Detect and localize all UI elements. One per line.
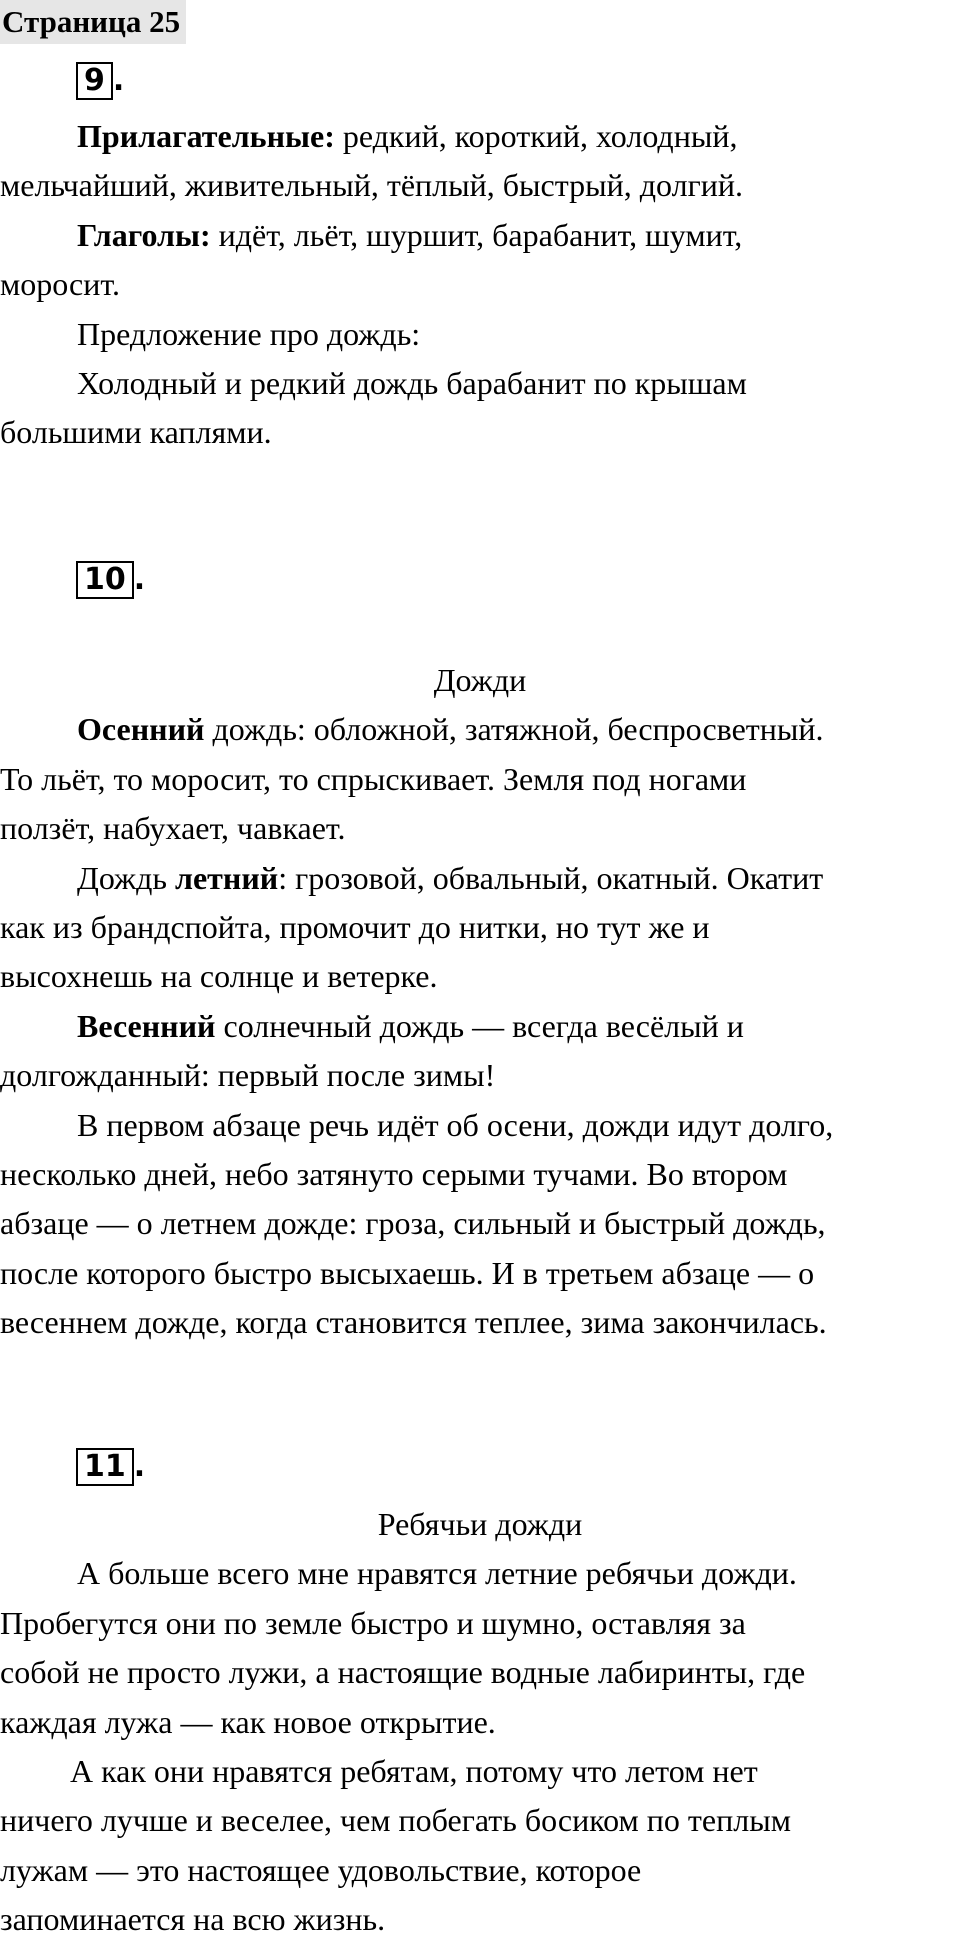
task-number-11: 11 . — [76, 1448, 145, 1486]
sentence-paragraph — [0, 359, 960, 458]
paragraph-text: несколько дней, небо затянуто серыми тучами. Во втором — [0, 1156, 788, 1193]
paragraph-text: дождь: обложной, затяжной, беспросветный. — [204, 711, 824, 748]
paragraph-text: абзаце — о летнем дожде: гроза, сильный и быстрый дождь, — [0, 1205, 826, 1242]
kids-rain-paragraph-2 — [0, 1747, 960, 1945]
paragraph-text: как из брандспойта, промочит до нитки, но тут же и — [0, 909, 710, 946]
analysis-paragraph — [0, 1101, 960, 1348]
sentence-line: Холодный и редкий дождь барабанит по крышам — [77, 365, 747, 402]
text-title: Дожди — [433, 662, 527, 698]
task-number-box: 10 — [76, 561, 134, 599]
task-number-box: 9 — [76, 62, 113, 100]
text-title: Ребячьи дожди — [377, 1506, 583, 1542]
paragraph-text: запоминается на всю жизнь. — [0, 1901, 386, 1938]
kids-rain-paragraph-1 — [0, 1549, 960, 1747]
summer-bold: летний — [175, 859, 279, 896]
paragraph-text: весеннем дожде, когда становится теплее, зима закончилась. — [0, 1304, 827, 1341]
autumn-paragraph — [0, 705, 960, 853]
paragraph-text: собой не просто лужи, а настоящие водные лабиринты, где — [0, 1654, 806, 1691]
task-number-10: 10 . — [76, 561, 145, 599]
task-10-answer — [0, 656, 960, 1348]
paragraph-text: : грозовой, обвальный, окатный. Окатит — [278, 859, 824, 896]
spring-paragraph — [0, 1002, 960, 1101]
verbs-text-cont: моросит. — [0, 266, 120, 303]
task-9-answer — [0, 112, 960, 458]
summer-paragraph — [0, 854, 960, 1002]
adjectives-text: редкий, короткий, холодный, — [334, 118, 738, 154]
paragraph-text: солнечный дождь — всегда весёлый и — [215, 1007, 744, 1044]
paragraph-text: долгожданный: первый после зимы! — [0, 1057, 496, 1094]
sentence-intro: Предложение про дождь: — [77, 315, 421, 352]
task-11-answer — [0, 1500, 960, 1945]
paragraph-text: высохнешь на солнце и ветерке. — [0, 958, 438, 995]
autumn-bold: Осенний — [77, 711, 205, 748]
paragraph-text: ничего лучше и веселее, чем побегать босиком по теплым — [0, 1802, 791, 1839]
adjectives-text-cont: мельчайший, живительный, тёплый, быстрый, долгий. — [0, 167, 743, 204]
sentence-line: большими каплями. — [0, 414, 272, 451]
paragraph-text: после которого быстро высыхаешь. И в третьем абзаце — о — [0, 1254, 815, 1291]
adjectives-label: Прилагательные: — [77, 118, 335, 154]
paragraph-text: Пробегутся они по земле быстро и шумно, оставляя за — [0, 1604, 746, 1641]
paragraph-text: ползёт, набухает, чавкает. — [0, 810, 346, 847]
paragraph-text: А больше всего мне нравятся летние ребячьи дожди. — [77, 1555, 797, 1592]
verbs-paragraph — [0, 211, 960, 310]
spring-bold: Весенний — [77, 1007, 216, 1044]
adjectives-paragraph — [0, 112, 960, 211]
paragraph-text: То льёт, то моросит, то спрыскивает. Земля под ногами — [0, 760, 747, 797]
paragraph-text: лужам — это настоящее удовольствие, которое — [0, 1851, 642, 1888]
paragraph-text: Дождь — [77, 859, 176, 896]
page-title: Страница 25 — [0, 0, 186, 44]
paragraph-text: А как они нравятся ребятам, потому что летом нет — [70, 1753, 758, 1790]
paragraph-text: каждая лужа — как новое открытие. — [0, 1703, 496, 1740]
verbs-text: идёт, льёт, шуршит, барабанит, шумит, — [210, 216, 743, 253]
paragraph-text: В первом абзаце речь идёт об осени, дожди идут долго, — [77, 1106, 834, 1143]
task-number-9: 9 . — [76, 62, 124, 100]
task-number-box: 11 — [76, 1448, 134, 1486]
verbs-label: Глаголы: — [77, 216, 211, 253]
